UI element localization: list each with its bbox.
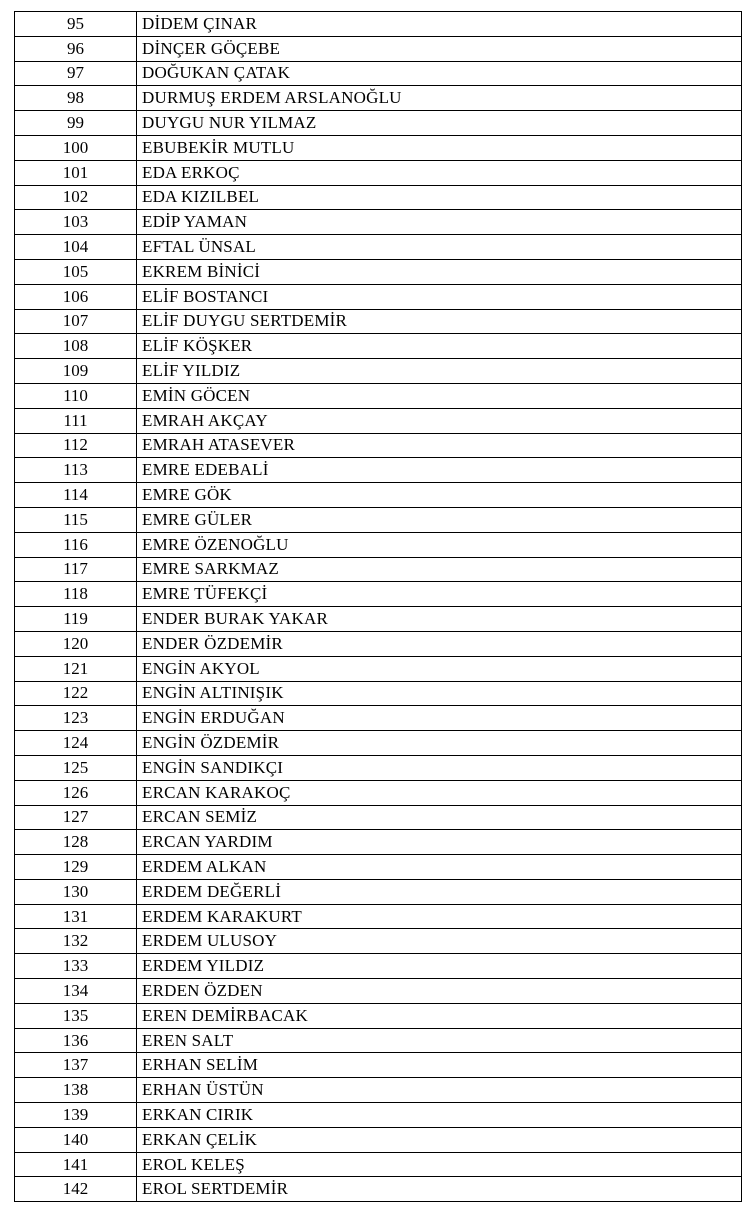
row-number-cell: 132 <box>15 929 137 954</box>
full-name-cell: EREN DEMİRBACAK <box>137 1003 742 1028</box>
row-number-cell: 101 <box>15 160 137 185</box>
table-row <box>15 532 742 557</box>
row-number-cell: 130 <box>15 879 137 904</box>
row-number-cell: 97 <box>15 61 137 86</box>
row-number-cell: 142 <box>15 1177 137 1202</box>
table-row <box>15 979 742 1004</box>
full-name-cell: EKREM BİNİCİ <box>137 259 742 284</box>
full-name-cell: ENGİN AKYOL <box>137 656 742 681</box>
row-number-cell: 117 <box>15 557 137 582</box>
row-number-cell: 116 <box>15 532 137 557</box>
full-name-cell: ENGİN ERDUĞAN <box>137 706 742 731</box>
table-row <box>15 607 742 632</box>
full-name-cell: DİNÇER GÖÇEBE <box>137 36 742 61</box>
row-number-cell: 112 <box>15 433 137 458</box>
full-name-cell: EMRE ÖZENOĞLU <box>137 532 742 557</box>
full-name-cell: EBUBEKİR MUTLU <box>137 135 742 160</box>
row-number-cell: 95 <box>15 12 137 37</box>
table-row <box>15 805 742 830</box>
full-name-cell: EMİN GÖCEN <box>137 383 742 408</box>
document-page <box>14 11 741 1202</box>
full-name-cell: EMRE SARKMAZ <box>137 557 742 582</box>
table-row <box>15 359 742 384</box>
table-row <box>15 383 742 408</box>
row-number-cell: 109 <box>15 359 137 384</box>
table-row <box>15 334 742 359</box>
table-row <box>15 904 742 929</box>
row-number-cell: 120 <box>15 631 137 656</box>
row-number-cell: 123 <box>15 706 137 731</box>
row-number-cell: 96 <box>15 36 137 61</box>
table-row <box>15 507 742 532</box>
full-name-cell: EROL KELEŞ <box>137 1152 742 1177</box>
full-name-cell: DUYGU NUR YILMAZ <box>137 111 742 136</box>
table-row <box>15 1152 742 1177</box>
full-name-cell: ELİF KÖŞKER <box>137 334 742 359</box>
row-number-cell: 126 <box>15 780 137 805</box>
full-name-cell: DOĞUKAN ÇATAK <box>137 61 742 86</box>
full-name-cell: EMRAH AKÇAY <box>137 408 742 433</box>
row-number-cell: 141 <box>15 1152 137 1177</box>
row-number-cell: 107 <box>15 309 137 334</box>
full-name-cell: EREN SALT <box>137 1028 742 1053</box>
full-name-cell: EMRE GÖK <box>137 483 742 508</box>
full-name-cell: EMRE EDEBALİ <box>137 458 742 483</box>
table-row <box>15 830 742 855</box>
row-number-cell: 138 <box>15 1078 137 1103</box>
full-name-cell: EMRE TÜFEKÇİ <box>137 582 742 607</box>
table-row <box>15 309 742 334</box>
row-number-cell: 121 <box>15 656 137 681</box>
full-name-cell: DİDEM ÇINAR <box>137 12 742 37</box>
full-name-cell: ERDEM YILDIZ <box>137 954 742 979</box>
full-name-cell: ERHAN SELİM <box>137 1053 742 1078</box>
row-number-cell: 108 <box>15 334 137 359</box>
row-number-cell: 110 <box>15 383 137 408</box>
table-row <box>15 433 742 458</box>
table-row <box>15 879 742 904</box>
full-name-cell: ERHAN ÜSTÜN <box>137 1078 742 1103</box>
table-row <box>15 929 742 954</box>
row-number-cell: 136 <box>15 1028 137 1053</box>
full-name-cell: EFTAL ÜNSAL <box>137 235 742 260</box>
full-name-cell: ERDEM KARAKURT <box>137 904 742 929</box>
row-number-cell: 139 <box>15 1103 137 1128</box>
row-number-cell: 127 <box>15 805 137 830</box>
table-row <box>15 1053 742 1078</box>
table-row <box>15 1003 742 1028</box>
row-number-cell: 104 <box>15 235 137 260</box>
full-name-cell: ERKAN ÇELİK <box>137 1127 742 1152</box>
table-row <box>15 1103 742 1128</box>
table-row <box>15 557 742 582</box>
row-number-cell: 100 <box>15 135 137 160</box>
row-number-cell: 128 <box>15 830 137 855</box>
full-name-cell: DURMUŞ ERDEM ARSLANOĞLU <box>137 86 742 111</box>
table-row <box>15 1078 742 1103</box>
name-list-body <box>15 12 742 1202</box>
row-number-cell: 122 <box>15 681 137 706</box>
table-row <box>15 61 742 86</box>
table-row <box>15 86 742 111</box>
row-number-cell: 99 <box>15 111 137 136</box>
full-name-cell: ENDER ÖZDEMİR <box>137 631 742 656</box>
row-number-cell: 114 <box>15 483 137 508</box>
row-number-cell: 102 <box>15 185 137 210</box>
row-number-cell: 124 <box>15 731 137 756</box>
table-row <box>15 135 742 160</box>
table-row <box>15 1127 742 1152</box>
table-row <box>15 235 742 260</box>
row-number-cell: 140 <box>15 1127 137 1152</box>
table-row <box>15 160 742 185</box>
full-name-cell: ENGİN ALTINIŞIK <box>137 681 742 706</box>
row-number-cell: 106 <box>15 284 137 309</box>
full-name-cell: ERCAN KARAKOÇ <box>137 780 742 805</box>
table-row <box>15 582 742 607</box>
row-number-cell: 119 <box>15 607 137 632</box>
full-name-cell: ERCAN SEMİZ <box>137 805 742 830</box>
row-number-cell: 111 <box>15 408 137 433</box>
table-row <box>15 780 742 805</box>
full-name-cell: ENGİN ÖZDEMİR <box>137 731 742 756</box>
name-list-table <box>14 11 742 1202</box>
full-name-cell: ERDEM ALKAN <box>137 855 742 880</box>
row-number-cell: 133 <box>15 954 137 979</box>
row-number-cell: 98 <box>15 86 137 111</box>
row-number-cell: 131 <box>15 904 137 929</box>
table-row <box>15 483 742 508</box>
full-name-cell: ELİF BOSTANCI <box>137 284 742 309</box>
row-number-cell: 125 <box>15 755 137 780</box>
table-row <box>15 631 742 656</box>
row-number-cell: 135 <box>15 1003 137 1028</box>
table-row <box>15 954 742 979</box>
full-name-cell: EDİP YAMAN <box>137 210 742 235</box>
table-row <box>15 408 742 433</box>
table-row <box>15 855 742 880</box>
table-row <box>15 111 742 136</box>
table-row <box>15 12 742 37</box>
table-row <box>15 681 742 706</box>
table-row <box>15 1028 742 1053</box>
full-name-cell: EDA ERKOÇ <box>137 160 742 185</box>
table-row <box>15 284 742 309</box>
table-row <box>15 210 742 235</box>
full-name-cell: ENDER BURAK YAKAR <box>137 607 742 632</box>
full-name-cell: EMRE GÜLER <box>137 507 742 532</box>
full-name-cell: ERDEM ULUSOY <box>137 929 742 954</box>
row-number-cell: 118 <box>15 582 137 607</box>
full-name-cell: ELİF YILDIZ <box>137 359 742 384</box>
table-row <box>15 259 742 284</box>
full-name-cell: ERDEM DEĞERLİ <box>137 879 742 904</box>
row-number-cell: 134 <box>15 979 137 1004</box>
full-name-cell: ERDEN ÖZDEN <box>137 979 742 1004</box>
full-name-cell: EDA KIZILBEL <box>137 185 742 210</box>
row-number-cell: 115 <box>15 507 137 532</box>
table-row <box>15 731 742 756</box>
table-row <box>15 185 742 210</box>
row-number-cell: 113 <box>15 458 137 483</box>
table-row <box>15 755 742 780</box>
full-name-cell: ENGİN SANDIKÇI <box>137 755 742 780</box>
full-name-cell: ERKAN CIRIK <box>137 1103 742 1128</box>
table-row <box>15 656 742 681</box>
full-name-cell: ERCAN YARDIM <box>137 830 742 855</box>
full-name-cell: ELİF DUYGU SERTDEMİR <box>137 309 742 334</box>
full-name-cell: EROL SERTDEMİR <box>137 1177 742 1202</box>
table-row <box>15 36 742 61</box>
table-row <box>15 458 742 483</box>
full-name-cell: EMRAH ATASEVER <box>137 433 742 458</box>
row-number-cell: 129 <box>15 855 137 880</box>
row-number-cell: 103 <box>15 210 137 235</box>
row-number-cell: 105 <box>15 259 137 284</box>
table-row <box>15 1177 742 1202</box>
table-row <box>15 706 742 731</box>
row-number-cell: 137 <box>15 1053 137 1078</box>
